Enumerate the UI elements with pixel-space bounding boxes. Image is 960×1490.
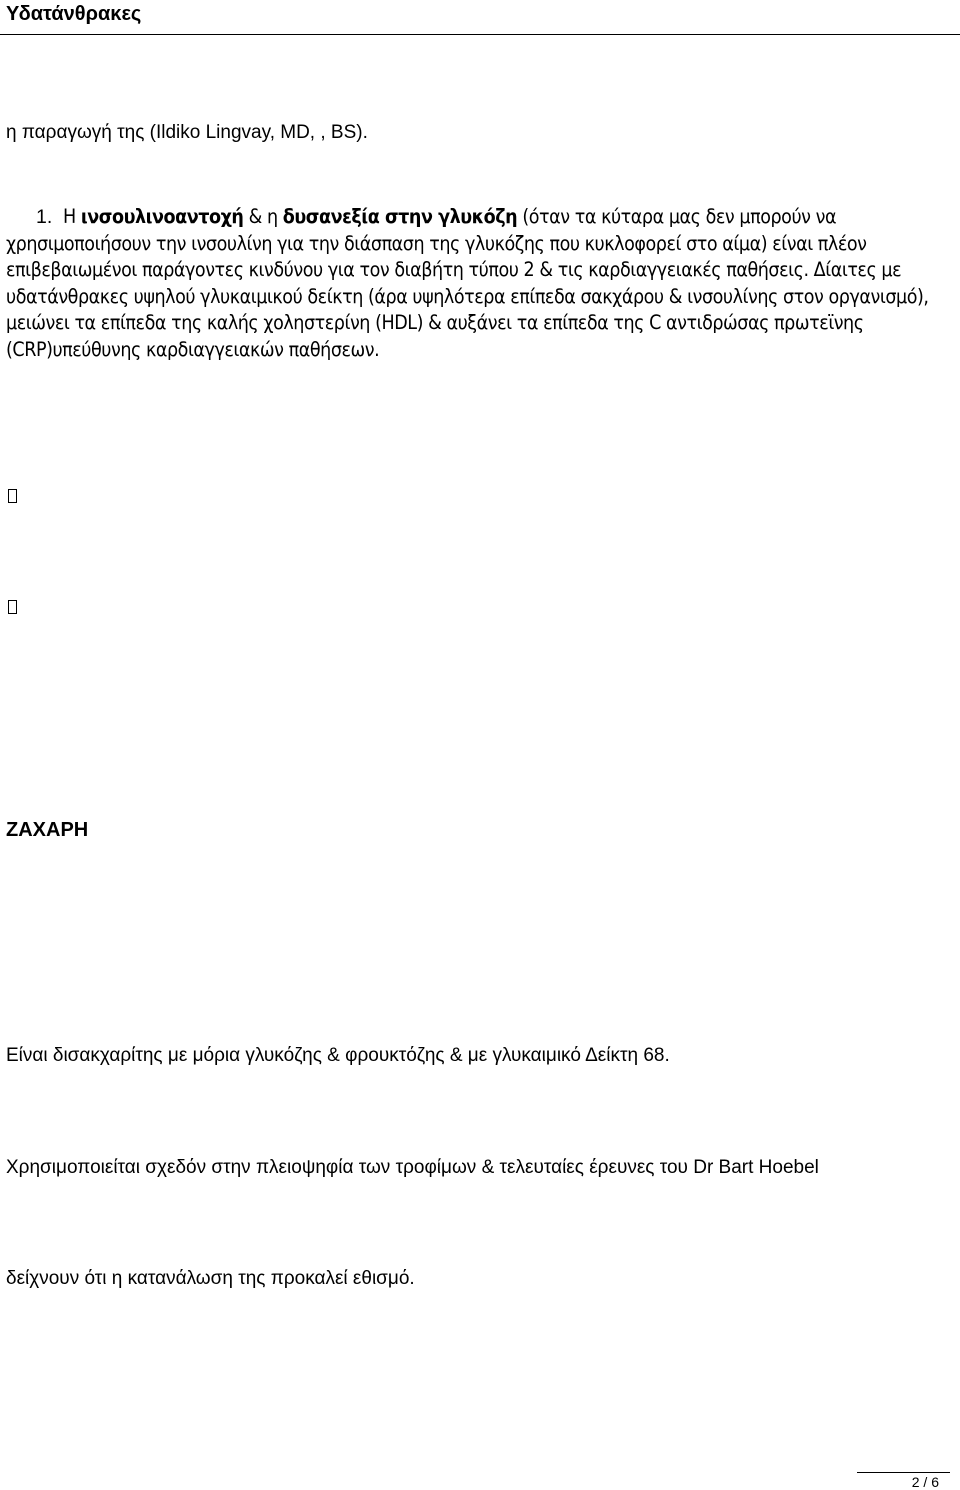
document-title: Υδατάνθρακες — [6, 3, 142, 25]
section-heading: ΖΑΧΑΡΗ — [6, 819, 89, 841]
list-item-connector: & η — [243, 205, 283, 228]
page-number: 2 / 6 — [911, 1474, 939, 1490]
missing-glyph-icon — [8, 600, 17, 614]
list-item-prefix: Η — [63, 205, 81, 228]
term-glucose-intolerance: δυσανεξία στην γλυκόζη — [282, 205, 518, 228]
header-divider — [0, 34, 960, 35]
list-item-number: 1. — [36, 206, 53, 228]
footer-divider — [857, 1472, 950, 1473]
intro-line: η παραγωγή της (Ildiko Lingvay, MD, , BS). — [6, 122, 368, 143]
list-item-body: (όταν τα κύταρα μας δεν μπορούν να χρησιμοποιήσουν την ινσουλίνη για την διάσπαση της γλυκόζης που κυκλοφορεί στο αίμα) είναι πλέον επιβεβαιωμένοι παράγοντες κινδύνου για τον διαβήτη τύπου 2 & τις καρδιαγγειακές παθήσεις. Δίαιτες με υδατάνθρακες υψηλού γλυκαιμικού δείκτη (άρα υψηλότερα επίπεδα σακχάρου & ινσουλίνης στον οργανισμό), μειώνει τα επίπεδα της καλής χοληστερίνη (HDL) & αυξάνει τα επίπεδα της C αντιδρώσας πρωτεϊνης (CRP)υπεύθυνης καρδιαγγειακών παθήσεων. — [6, 205, 929, 361]
paragraph-addiction: δείχνουν ότι η κατανάλωση της προκαλεί εθισμό. — [6, 1268, 415, 1289]
numbered-list-item — [6, 204, 951, 363]
missing-glyph-icon — [8, 489, 17, 503]
paragraph-glycemic-index: Είναι δισακχαρίτης με μόρια γλυκόζης & φρουκτόζης & με γλυκαιμικό Δείκτη 68. — [6, 1045, 670, 1066]
term-insulin-resistance: ινσουλινοαντοχή — [80, 205, 244, 228]
paragraph-research: Χρησιμοποιείται σχεδόν στην πλειοψηφία των τροφίμων & τελευταίες έρευνες του Dr Bart Hoebel — [6, 1157, 819, 1178]
